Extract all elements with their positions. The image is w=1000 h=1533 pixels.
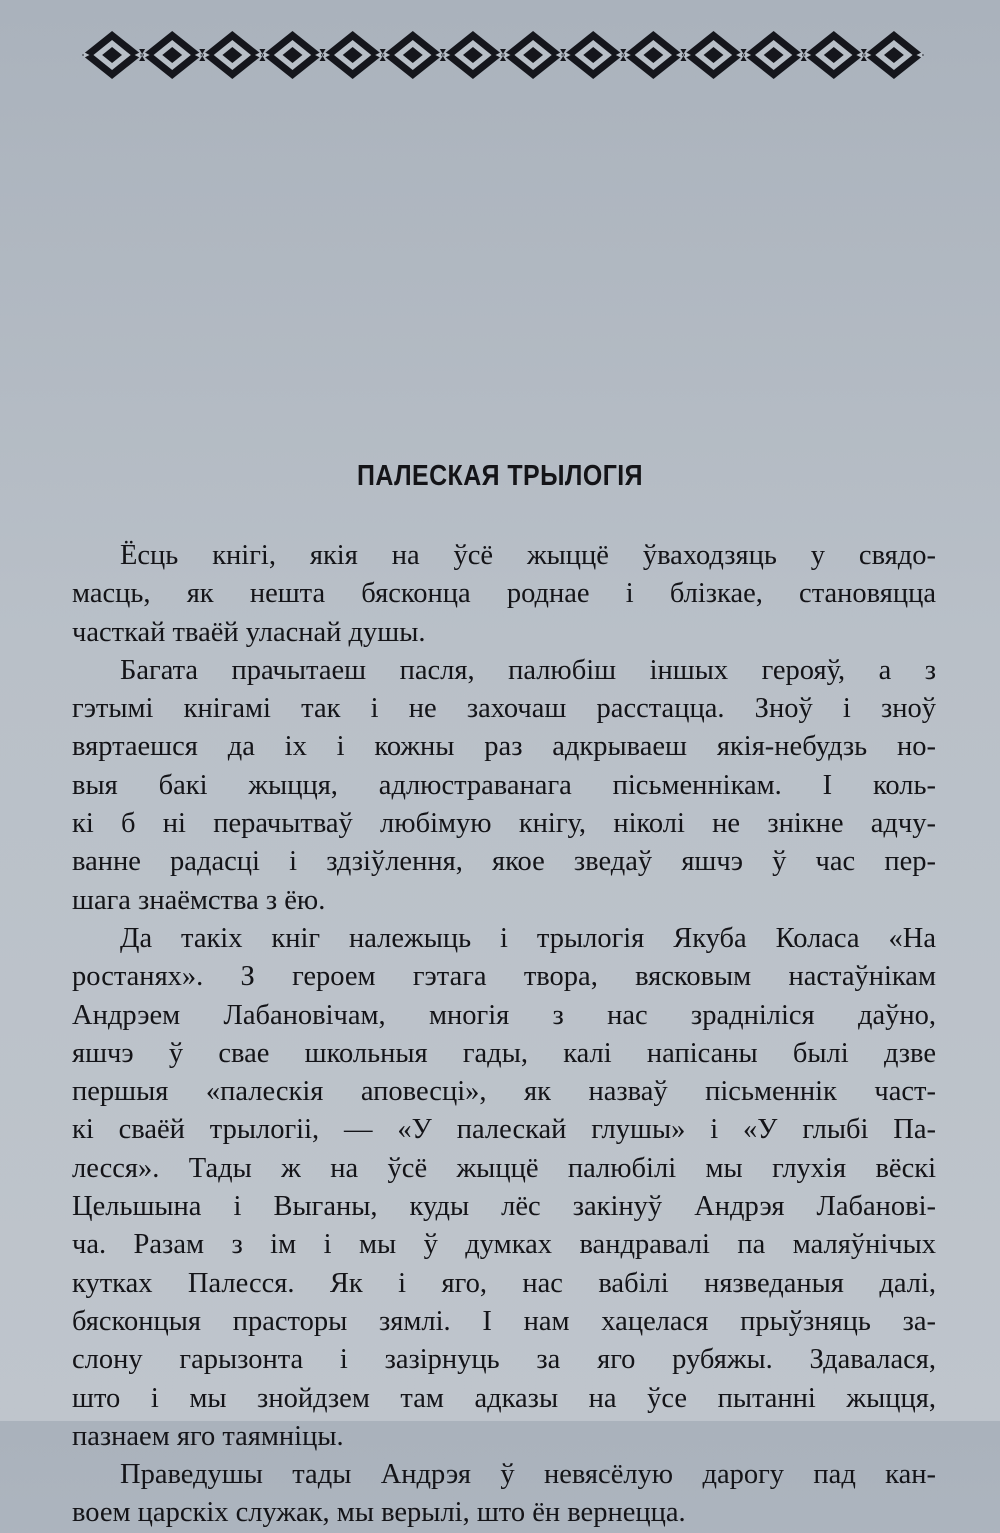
text-line: ча. Разам з ім і мы ў думках вандравалі па маляўнічых — [72, 1229, 936, 1261]
body-text — [72, 537, 936, 1533]
text-line: воем царскіх служак, мы верылі, што ён вернецца. — [72, 1497, 686, 1529]
text-line: выя бакі жыцця, адлюстраванага пісьменнікам. І коль- — [72, 769, 936, 801]
text-line: кутках Палесся. Як і яго, нас вабілі нязведаныя далі, — [72, 1267, 936, 1299]
text-line: часткай тваёй уласнай душы. — [72, 616, 426, 648]
text-line: пазнаем яго таямніцы. — [72, 1420, 344, 1452]
text-line: першыя «палескія аповесці», як назваў пісьменнік част- — [72, 1076, 936, 1108]
text-line: Андрэем Лабановічам, многія з нас зрадніліся даўно, — [72, 999, 936, 1031]
text-line: гэтымі кнігамі так і не захочаш расстацца. Зноў і зноў — [72, 693, 936, 725]
decorative-border-ornament — [82, 30, 924, 80]
text-line: шага знаёмства з ёю. — [72, 884, 326, 916]
text-line: ростанях». З героем гэтага твора, вясковым настаўнікам — [72, 961, 936, 993]
text-line: што і мы знойдзем там адказы на ўсе пытанні жыцця, — [72, 1382, 936, 1414]
text-line: слону гарызонта і зазірнуць за яго рубяжы. Здавалася, — [72, 1344, 936, 1376]
text-line: Да такіх кніг належыць і трылогія Якуба Коласа «На — [120, 922, 936, 954]
text-line: Цельшына і Выганы, куды лёс закінуў Андрэя Лабановi- — [72, 1191, 936, 1223]
text-line: вяртаешся да іх і кожны раз адкрываеш якія-небудзь но- — [72, 731, 936, 763]
text-line: кі б ні перачытваў любімую кнігу, ніколі не знікне адчу- — [72, 808, 936, 840]
text-line: Праведушы тады Андрэя ў невясёлую дарогу пад кан- — [120, 1459, 936, 1491]
chapter-title: ПАЛЕСКАЯ ТРЫЛОГІЯ — [357, 460, 643, 492]
text-line: лесся». Тады ж на ўсё жыццё палюбілі мы глухія вёскі — [72, 1152, 936, 1184]
text-line: бясконцыя прасторы зямлі. І нам хацелася прыўзняць за- — [72, 1305, 936, 1337]
text-line: кі сваёй трылогіі, — «У палескай глушы» і «У глыбі Па- — [72, 1114, 936, 1146]
text-line: ванне радасці і здзіўлення, якое зведаў яшчэ ў час пер- — [72, 846, 936, 878]
text-line: Ёсць кнігі, якія на ўсё жыццё ўваходзяць у свядо- — [120, 540, 936, 571]
text-line: яшчэ ў свае школьныя гады, калі напісаны былі дзве — [72, 1037, 936, 1069]
text-line: масць, як нешта бясконца роднае і блізкае, становяцца — [72, 578, 936, 610]
text-line: Багата прачытаеш пасля, палюбіш іншых герояў, а з — [120, 654, 936, 686]
